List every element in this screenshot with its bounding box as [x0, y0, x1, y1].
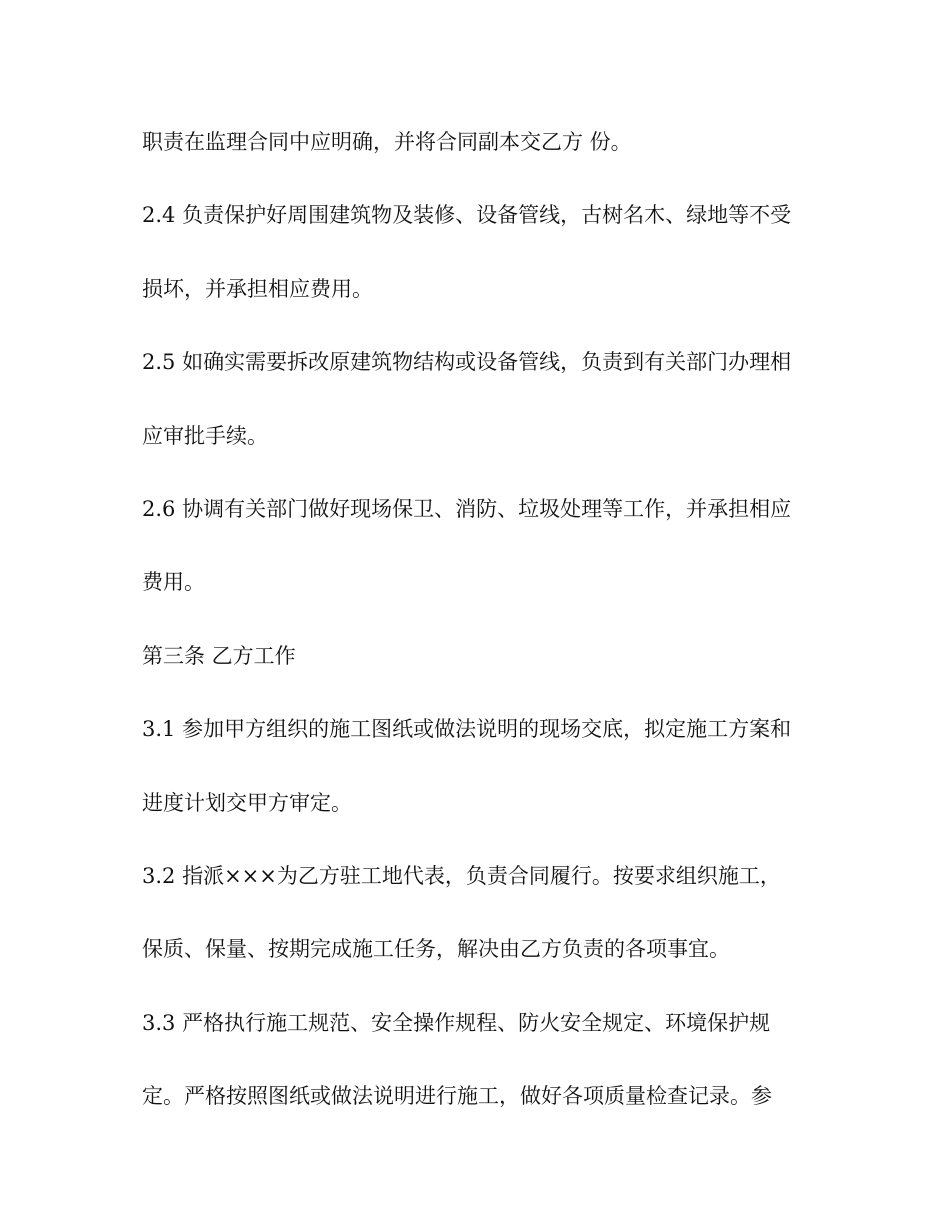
text-line-10: 进度计划交甲方审定。 [142, 790, 352, 815]
text-line-4: 2.5 如确实需要拆改原建筑物结构或设备管线，负责到有关部门办理相 [142, 350, 792, 375]
document-body [142, 122, 822, 1149]
text-line-2: 2.4 负责保护好周围建筑物及装修、设备管线，古树名木、绿地等不受 [142, 203, 792, 228]
text-line-12: 保质、保量、按期完成施工任务，解决由乙方负责的各项事宜。 [142, 937, 730, 962]
text-line-13: 3.3 严格执行施工规范、安全操作规程、防火安全规定、环境保护规 [142, 1010, 771, 1035]
text-line-6: 2.6 协调有关部门做好现场保卫、消防、垃圾处理等工作，并承担相应 [142, 496, 792, 521]
text-line-5: 应审批手续。 [142, 423, 268, 448]
text-line-7: 费用。 [142, 570, 205, 595]
text-line-14: 定。严格按照图纸或做法说明进行施工，做好各项质量检查记录。参 [142, 1084, 772, 1109]
section-heading: 第三条 乙方工作 [142, 643, 296, 668]
text-line-11: 3.2 指派×××为乙方驻工地代表，负责合同履行。按要求组织施工， [142, 863, 781, 888]
text-line-1: 职责在监理合同中应明确，并将合同副本交乙方 份。 [142, 130, 632, 154]
text-line-9: 3.1 参加甲方组织的施工图纸或做法说明的现场交底，拟定施工方案和 [142, 717, 792, 742]
text-line-3: 损坏，并承担相应费用。 [142, 276, 373, 301]
